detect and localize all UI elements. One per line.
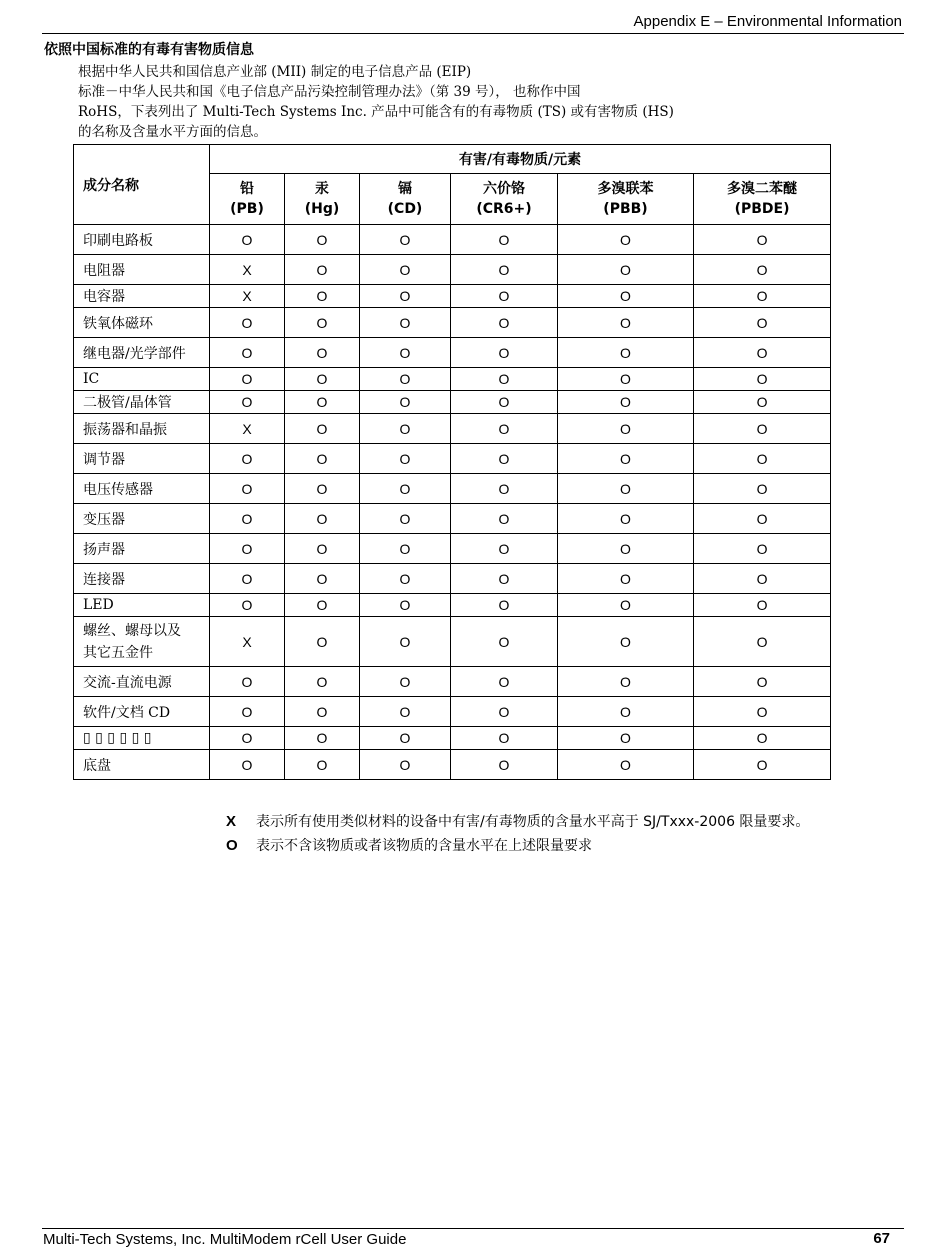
substance-name: 镉 [398, 181, 412, 197]
substances-group-header: 有害/有毒物质/元素 [210, 145, 831, 174]
table-row [74, 667, 831, 697]
legend-symbol: X [226, 813, 237, 830]
substance-mark-cell: O [285, 504, 360, 534]
component-cell: 软件/文档 CD [74, 697, 210, 727]
substance-mark-cell: O [694, 308, 831, 338]
intro-line: 标准－中华人民共和国《电子信息产品污染控制管理办法》（第 39 号）， 也称作中国 [78, 84, 581, 100]
table-row [74, 727, 831, 750]
substance-header [285, 174, 360, 225]
substance-header [360, 174, 451, 225]
substance-mark-cell: O [285, 727, 360, 750]
substance-header [210, 174, 285, 225]
substance-mark-cell: O [558, 368, 694, 391]
substance-mark-cell: O [210, 474, 285, 504]
substance-mark-cell: O [694, 391, 831, 414]
substance-name: 汞 [315, 181, 329, 197]
substance-mark-cell: O [558, 727, 694, 750]
substance-mark-cell: O [558, 285, 694, 308]
substance-name: 铅 [240, 181, 254, 197]
table-row [74, 255, 831, 285]
component-cell: 连接器 [74, 564, 210, 594]
component-cell: 电阻器 [74, 255, 210, 285]
substance-mark-cell: O [451, 617, 558, 667]
legend-text: 表示所有使用类似材料的设备中有害/有毒物质的含量水平高于 SJ/Txxx-2006 限量要求。 [256, 814, 810, 830]
footer-divider [42, 1228, 904, 1229]
substance-mark-cell: O [210, 504, 285, 534]
substance-mark-cell: O [558, 414, 694, 444]
substance-mark-cell: O [451, 504, 558, 534]
substance-mark-cell: O [360, 697, 451, 727]
substance-mark-cell: O [451, 727, 558, 750]
substance-mark-cell: O [451, 750, 558, 780]
substance-mark-cell: O [360, 534, 451, 564]
substance-mark-cell: O [451, 564, 558, 594]
table-row [74, 474, 831, 504]
component-cell: 螺丝、螺母以及其它五金件 [74, 617, 210, 667]
substance-symbol: (CD) [387, 201, 423, 217]
substance-mark-cell: O [360, 338, 451, 368]
component-cell: ▯ ▯ ▯ ▯ ▯ ▯ [74, 727, 210, 750]
substance-mark-cell: O [285, 750, 360, 780]
substance-mark-cell: O [451, 225, 558, 255]
component-cell: 底盘 [74, 750, 210, 780]
substance-mark-cell: O [360, 617, 451, 667]
substance-header [558, 174, 694, 225]
substance-mark-cell: O [451, 534, 558, 564]
substance-mark-cell: O [451, 444, 558, 474]
substance-mark-cell: O [558, 617, 694, 667]
substance-mark-cell: O [558, 697, 694, 727]
substance-mark-cell: O [360, 368, 451, 391]
substance-symbol: (PBB) [603, 201, 648, 217]
substance-mark-cell: O [360, 308, 451, 338]
table-row [74, 444, 831, 474]
substance-header [694, 174, 831, 225]
table-row [74, 534, 831, 564]
substance-mark-cell: O [694, 225, 831, 255]
intro-line: 根据中华人民共和国信息产业部 (MII) 制定的电子信息产品 (EIP) [78, 64, 472, 80]
substance-mark-cell: O [558, 750, 694, 780]
substance-mark-cell: O [210, 391, 285, 414]
substance-mark-cell: O [360, 564, 451, 594]
component-cell: LED [74, 594, 210, 617]
substance-mark-cell: O [360, 225, 451, 255]
substance-mark-cell: O [694, 564, 831, 594]
substance-mark-cell: O [285, 697, 360, 727]
substance-mark-cell: O [360, 255, 451, 285]
substance-mark-cell: O [694, 255, 831, 285]
substance-mark-cell: O [558, 308, 694, 338]
substance-mark-cell: O [285, 594, 360, 617]
substance-mark-cell: O [451, 667, 558, 697]
substance-mark-cell: O [451, 255, 558, 285]
substance-mark-cell: X [210, 285, 285, 308]
substance-mark-cell: O [558, 391, 694, 414]
substance-mark-cell: O [451, 414, 558, 444]
substance-mark-cell: O [451, 474, 558, 504]
substance-name: 多溴二苯醚 [727, 181, 798, 197]
substance-mark-cell: O [285, 617, 360, 667]
substance-mark-cell: O [285, 225, 360, 255]
component-cell: 交流-直流电源 [74, 667, 210, 697]
component-cell: 印刷电路板 [74, 225, 210, 255]
header-divider [42, 33, 904, 34]
table-row [74, 504, 831, 534]
section-title: 依照中国标准的有毒有害物质信息 [44, 42, 254, 58]
substance-mark-cell: O [694, 697, 831, 727]
substance-symbol: (Hg) [304, 201, 340, 217]
substance-mark-cell: X [210, 255, 285, 285]
substance-mark-cell: O [451, 308, 558, 338]
component-cell: 振荡器和晶振 [74, 414, 210, 444]
table-row [74, 285, 831, 308]
component-cell: 扬声器 [74, 534, 210, 564]
substance-mark-cell: O [210, 308, 285, 338]
component-cell: 继电器/光学部件 [74, 338, 210, 368]
substance-mark-cell: O [558, 474, 694, 504]
substance-mark-cell: O [694, 368, 831, 391]
substance-mark-cell: O [694, 727, 831, 750]
substance-mark-cell: O [694, 504, 831, 534]
substance-mark-cell: O [360, 474, 451, 504]
substance-mark-cell: O [451, 391, 558, 414]
substance-mark-cell: O [694, 594, 831, 617]
substance-mark-cell: O [451, 338, 558, 368]
substance-mark-cell: O [360, 504, 451, 534]
page-number: 67 [873, 1230, 890, 1247]
substance-mark-cell: O [210, 338, 285, 368]
substance-mark-cell: O [210, 534, 285, 564]
substance-mark-cell: O [285, 338, 360, 368]
substance-mark-cell: O [451, 697, 558, 727]
substance-mark-cell: O [558, 255, 694, 285]
substance-mark-cell: O [558, 564, 694, 594]
component-column-header: 成分名称 [74, 145, 210, 225]
substance-mark-cell: O [694, 617, 831, 667]
component-cell: 电容器 [74, 285, 210, 308]
substance-mark-cell: O [210, 225, 285, 255]
component-cell: IC [74, 368, 210, 391]
footer-document-title: Multi-Tech Systems, Inc. MultiModem rCell User Guide [43, 1231, 407, 1248]
substance-mark-cell: O [694, 667, 831, 697]
substance-mark-cell: O [360, 414, 451, 444]
substance-mark-cell: O [285, 368, 360, 391]
substance-mark-cell: O [694, 750, 831, 780]
component-cell: 二极管/晶体管 [74, 391, 210, 414]
substance-mark-cell: O [558, 504, 694, 534]
substance-mark-cell: O [558, 444, 694, 474]
legend-o [226, 835, 592, 855]
table-row [74, 391, 831, 414]
substance-mark-cell: O [694, 474, 831, 504]
substance-header [451, 174, 558, 225]
table-row [74, 750, 831, 780]
substance-mark-cell: O [558, 534, 694, 564]
substance-mark-cell: O [285, 444, 360, 474]
substance-mark-cell: O [210, 697, 285, 727]
table-row [74, 617, 831, 667]
table-row [74, 225, 831, 255]
substance-mark-cell: O [285, 391, 360, 414]
substance-mark-cell: O [360, 727, 451, 750]
component-cell: 电压传感器 [74, 474, 210, 504]
substance-mark-cell: O [210, 750, 285, 780]
table-row [74, 564, 831, 594]
intro-paragraph [78, 62, 738, 142]
substance-symbol: (PBDE) [734, 201, 790, 217]
table-row [74, 414, 831, 444]
substance-mark-cell: O [210, 368, 285, 391]
substance-mark-cell: O [285, 474, 360, 504]
substance-mark-cell: O [558, 594, 694, 617]
legend-x [226, 811, 809, 831]
legend-symbol: O [226, 837, 238, 854]
substance-mark-cell: O [285, 308, 360, 338]
intro-line: RoHS，下表列出了 Multi-Tech Systems Inc. 产品中可能含有的有毒物质 (TS) 或有害物质 (HS) [78, 104, 674, 120]
substance-mark-cell: O [451, 368, 558, 391]
substance-mark-cell: O [285, 534, 360, 564]
substance-mark-cell: O [694, 285, 831, 308]
substance-symbol: (CR6+) [476, 201, 532, 217]
component-cell: 调节器 [74, 444, 210, 474]
substance-mark-cell: O [210, 667, 285, 697]
substance-mark-cell: O [360, 594, 451, 617]
component-cell: 铁氧体磁环 [74, 308, 210, 338]
substance-mark-cell: O [694, 534, 831, 564]
page-header-title: Appendix E – Environmental Information [633, 13, 902, 30]
hazardous-substances-table [73, 144, 831, 780]
substance-mark-cell: O [451, 594, 558, 617]
substance-mark-cell: O [360, 667, 451, 697]
substance-mark-cell: O [285, 564, 360, 594]
substance-name: 六价铬 [483, 181, 525, 197]
intro-line: 的名称及含量水平方面的信息。 [78, 124, 267, 140]
substance-mark-cell: O [558, 338, 694, 368]
substance-mark-cell: O [451, 285, 558, 308]
substance-mark-cell: O [558, 225, 694, 255]
table-row [74, 338, 831, 368]
substance-mark-cell: O [210, 594, 285, 617]
substance-mark-cell: O [558, 667, 694, 697]
substance-mark-cell: O [360, 391, 451, 414]
substance-mark-cell: X [210, 414, 285, 444]
substance-mark-cell: O [360, 750, 451, 780]
substance-symbol: (PB) [230, 201, 264, 217]
substance-mark-cell: O [210, 444, 285, 474]
substance-mark-cell: O [360, 444, 451, 474]
substance-mark-cell: O [285, 285, 360, 308]
table-row [74, 368, 831, 391]
substance-mark-cell: O [285, 255, 360, 285]
substance-mark-cell: O [694, 338, 831, 368]
substance-name: 多溴联苯 [597, 181, 654, 197]
substance-mark-cell: O [694, 414, 831, 444]
table-row [74, 308, 831, 338]
substance-mark-cell: O [285, 667, 360, 697]
substance-mark-cell: X [210, 617, 285, 667]
substance-mark-cell: O [210, 727, 285, 750]
substance-mark-cell: O [694, 444, 831, 474]
substance-mark-cell: O [210, 564, 285, 594]
substance-mark-cell: O [285, 414, 360, 444]
table-row [74, 697, 831, 727]
table-row [74, 594, 831, 617]
legend-text: 表示不含该物质或者该物质的含量水平在上述限量要求 [256, 838, 592, 854]
component-cell: 变压器 [74, 504, 210, 534]
substance-mark-cell: O [360, 285, 451, 308]
